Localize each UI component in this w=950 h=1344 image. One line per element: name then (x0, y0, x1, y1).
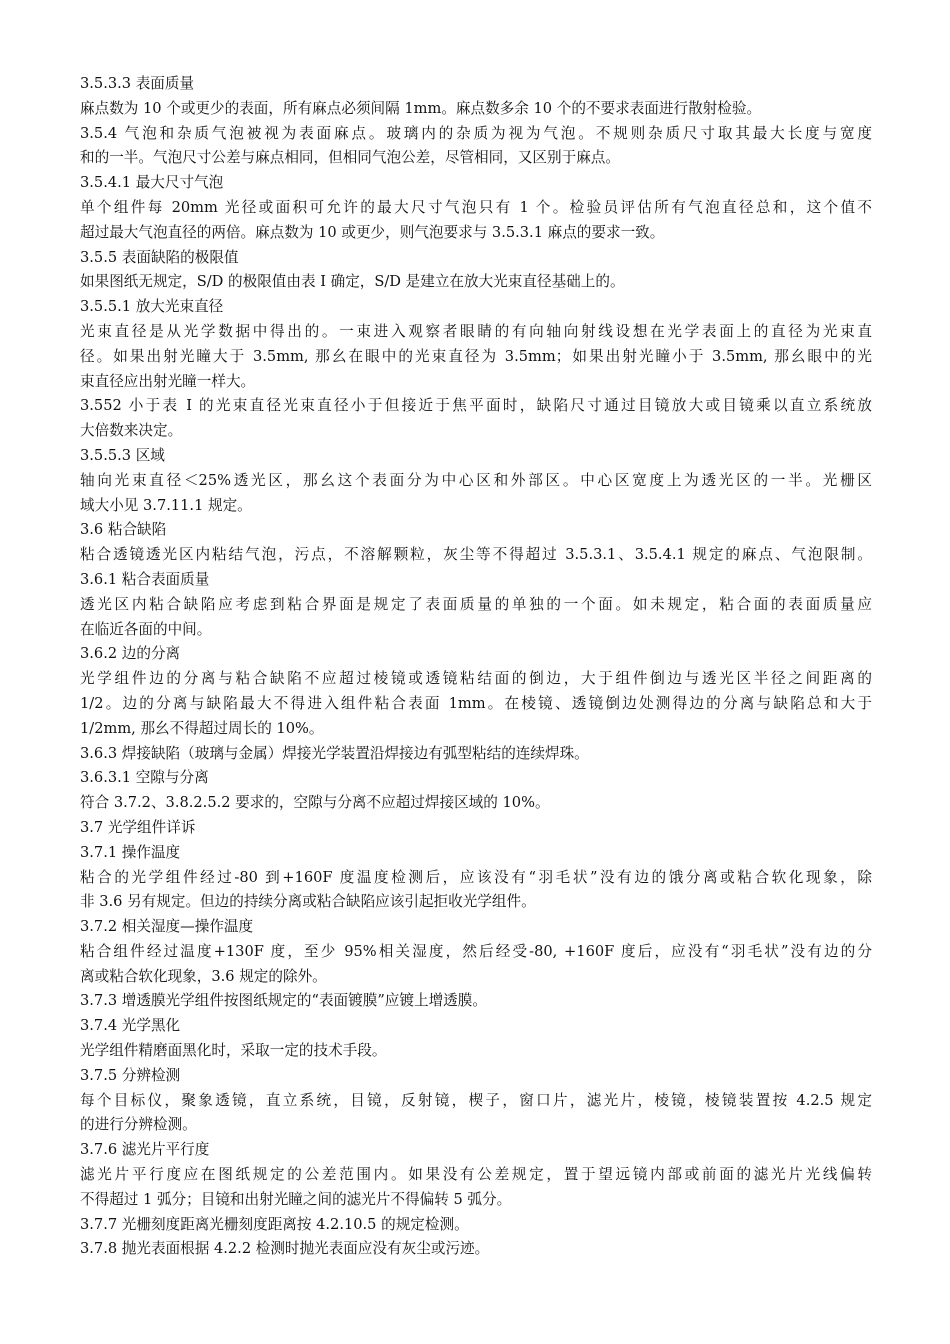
text-line: 3.5.5.1 放大光束直径 (80, 298, 224, 316)
text-line: 超过最大气泡直径的两倍。麻点数为 10 或更少，则气泡要求与 3.5.3.1 麻点的要求一致。 (80, 223, 665, 241)
text-line: 1/2。边的分离与缺陷最大不得进入组件粘合表面 1mm。在棱镜、透镜倒边处测得边的分离与缺陷总和大于 (80, 694, 872, 712)
text-line: 3.7.6 滤光片平行度 (80, 1141, 210, 1159)
text-line: 光学组件精磨面黑化时，采取一定的技术手段。 (80, 1042, 387, 1060)
text-line: 域大小见 3.7.11.1 规定。 (80, 496, 252, 514)
text-line: 3.5.3.3 表面质量 (80, 75, 195, 92)
text-line: 不得超过 1 弧分；目镜和出射光瞳之间的滤光片不得偏转 5 弧分。 (80, 1190, 512, 1208)
text-line: 单个组件每 20mm 光径或面积可允许的最大尺寸气泡只有 1 个。检验员评估所有气泡直径总和，这个值不 (80, 198, 872, 216)
text-line: 3.6 粘合缺陷 (80, 521, 167, 539)
text-line: 3.7.8 抛光表面根据 4.2.2 检测时抛光表面应没有灰尘或污迹。 (80, 1240, 490, 1258)
text-line: 3.6.3.1 空隙与分离 (80, 769, 209, 787)
text-line: 离或粘合软化现象，3.6 规定的除外。 (80, 967, 327, 985)
text-line: 3.6.2 边的分离 (80, 645, 181, 663)
text-line: 3.7.7 光栅刻度距离光栅刻度距离按 4.2.10.5 的规定检测。 (80, 1215, 469, 1233)
document-page (80, 72, 872, 1262)
text-line: 非 3.6 另有规定。但边的持续分离或粘合缺陷应该引起拒收光学组件。 (80, 893, 536, 911)
text-line: 3.7.1 操作温度 (80, 843, 181, 861)
text-line: 光学组件边的分离与粘合缺陷不应超过棱镜或透镜粘结面的倒边，大于组件倒边与透光区半径之间距离的 (80, 670, 872, 688)
text-line: 径。如果出射光瞳大于 3.5mm, 那幺在眼中的光束直径为 3.5mm；如果出射光瞳小于 3.5mm, 那幺眼中的光 (80, 347, 872, 365)
text-line: 3.7.4 光学黑化 (80, 1017, 181, 1035)
text-line: 光束直径是从光学数据中得出的。一束进入观察者眼睛的有向轴向射线设想在光学表面上的直径为光束直 (80, 322, 872, 340)
text-line: 透光区内粘合缺陷应考虑到粘合界面是规定了表面质量的单独的一个面。如未规定，粘合面的表面质量应 (80, 595, 872, 613)
text-line: 1/2mm, 那幺不得超过周长的 10%。 (80, 719, 324, 737)
text-line: 3.7.3 增透膜光学组件按图纸规定的“表面镀膜”应镀上增透膜。 (80, 992, 487, 1010)
text-line: 3.7.5 分辨检测 (80, 1066, 181, 1084)
text-line: 3.5.4.1 最大尺寸气泡 (80, 174, 224, 192)
text-line: 粘合的光学组件经过-80 到+160F 度温度检测后，应该没有“羽毛状”没有边的饿分离或粘合软化现象，除 (80, 868, 872, 886)
text-line: 粘合透镜透光区内粘结气泡，污点，不溶解颗粒，灰尘等不得超过 3.5.3.1、3.5.4.1 规定的麻点、气泡限制。 (80, 546, 872, 564)
text-line: 在临近各面的中间。 (80, 620, 212, 638)
text-line: 大倍数来决定。 (80, 422, 183, 440)
text-line: 符合 3.7.2、3.8.2.5.2 要求的，空隙与分离不应超过焊接区域的 10%。 (80, 794, 550, 812)
text-line: 3.5.4 气泡和杂质气泡被视为表面麻点。玻璃内的杂质为视为气泡。不规则杂质尺寸取其最大长度与宽度 (80, 124, 872, 142)
text-line: 和的一半。气泡尺寸公差与麻点相同，但相同气泡公差，尽管相同，又区别于麻点。 (80, 149, 620, 167)
text-line: 3.5.5.3 区域 (80, 446, 165, 464)
text-line: 每个目标仪，聚象透镜，直立系统，目镜，反射镜，楔子，窗口片，滤光片，棱镜，棱镜装置按 4.2.5 规定 (80, 1091, 872, 1109)
text-line: 3.552 小于表 I 的光束直径光束直径小于但接近于焦平面时，缺陷尺寸通过目镜放大或目镜乘以直立系统放 (80, 397, 872, 415)
text-line: 滤光片平行度应在图纸规定的公差范围内。如果没有公差规定，置于望远镜内部或前面的滤光片光线偏转 (80, 1166, 872, 1184)
text-line: 轴向光束直径＜25%透光区，那幺这个表面分为中心区和外部区。中心区宽度上为透光区的一半。光栅区 (80, 471, 872, 489)
text-line: 粘合组件经过温度+130F 度，至少 95%相关湿度，然后经受-80, +160F 度后，应没有“羽毛状”没有边的分 (80, 942, 872, 960)
text-line: 的进行分辨检测。 (80, 1116, 197, 1134)
text-line: 3.5.5 表面缺陷的极限值 (80, 248, 239, 266)
text-line: 3.7.2 相关湿度—操作温度 (80, 918, 254, 936)
text-line: 束直径应出射光瞳一样大。 (80, 372, 256, 390)
text-line: 3.6.3 焊接缺陷（玻璃与金属）焊接光学装置沿焊接边有弧型粘结的连续焊珠。 (80, 744, 589, 762)
text-line: 麻点数为 10 个或更少的表面，所有麻点必须间隔 1mm。麻点数多余 10 个的不要求表面进行散射检验。 (80, 99, 762, 117)
text-line: 3.6.1 粘合表面质量 (80, 570, 210, 588)
text-line: 如果图纸无规定，S/D 的极限值由表 I 确定，S/D 是建立在放大光束直径基础上的。 (80, 273, 625, 291)
text-line: 3.7 光学组件详诉 (80, 818, 196, 836)
